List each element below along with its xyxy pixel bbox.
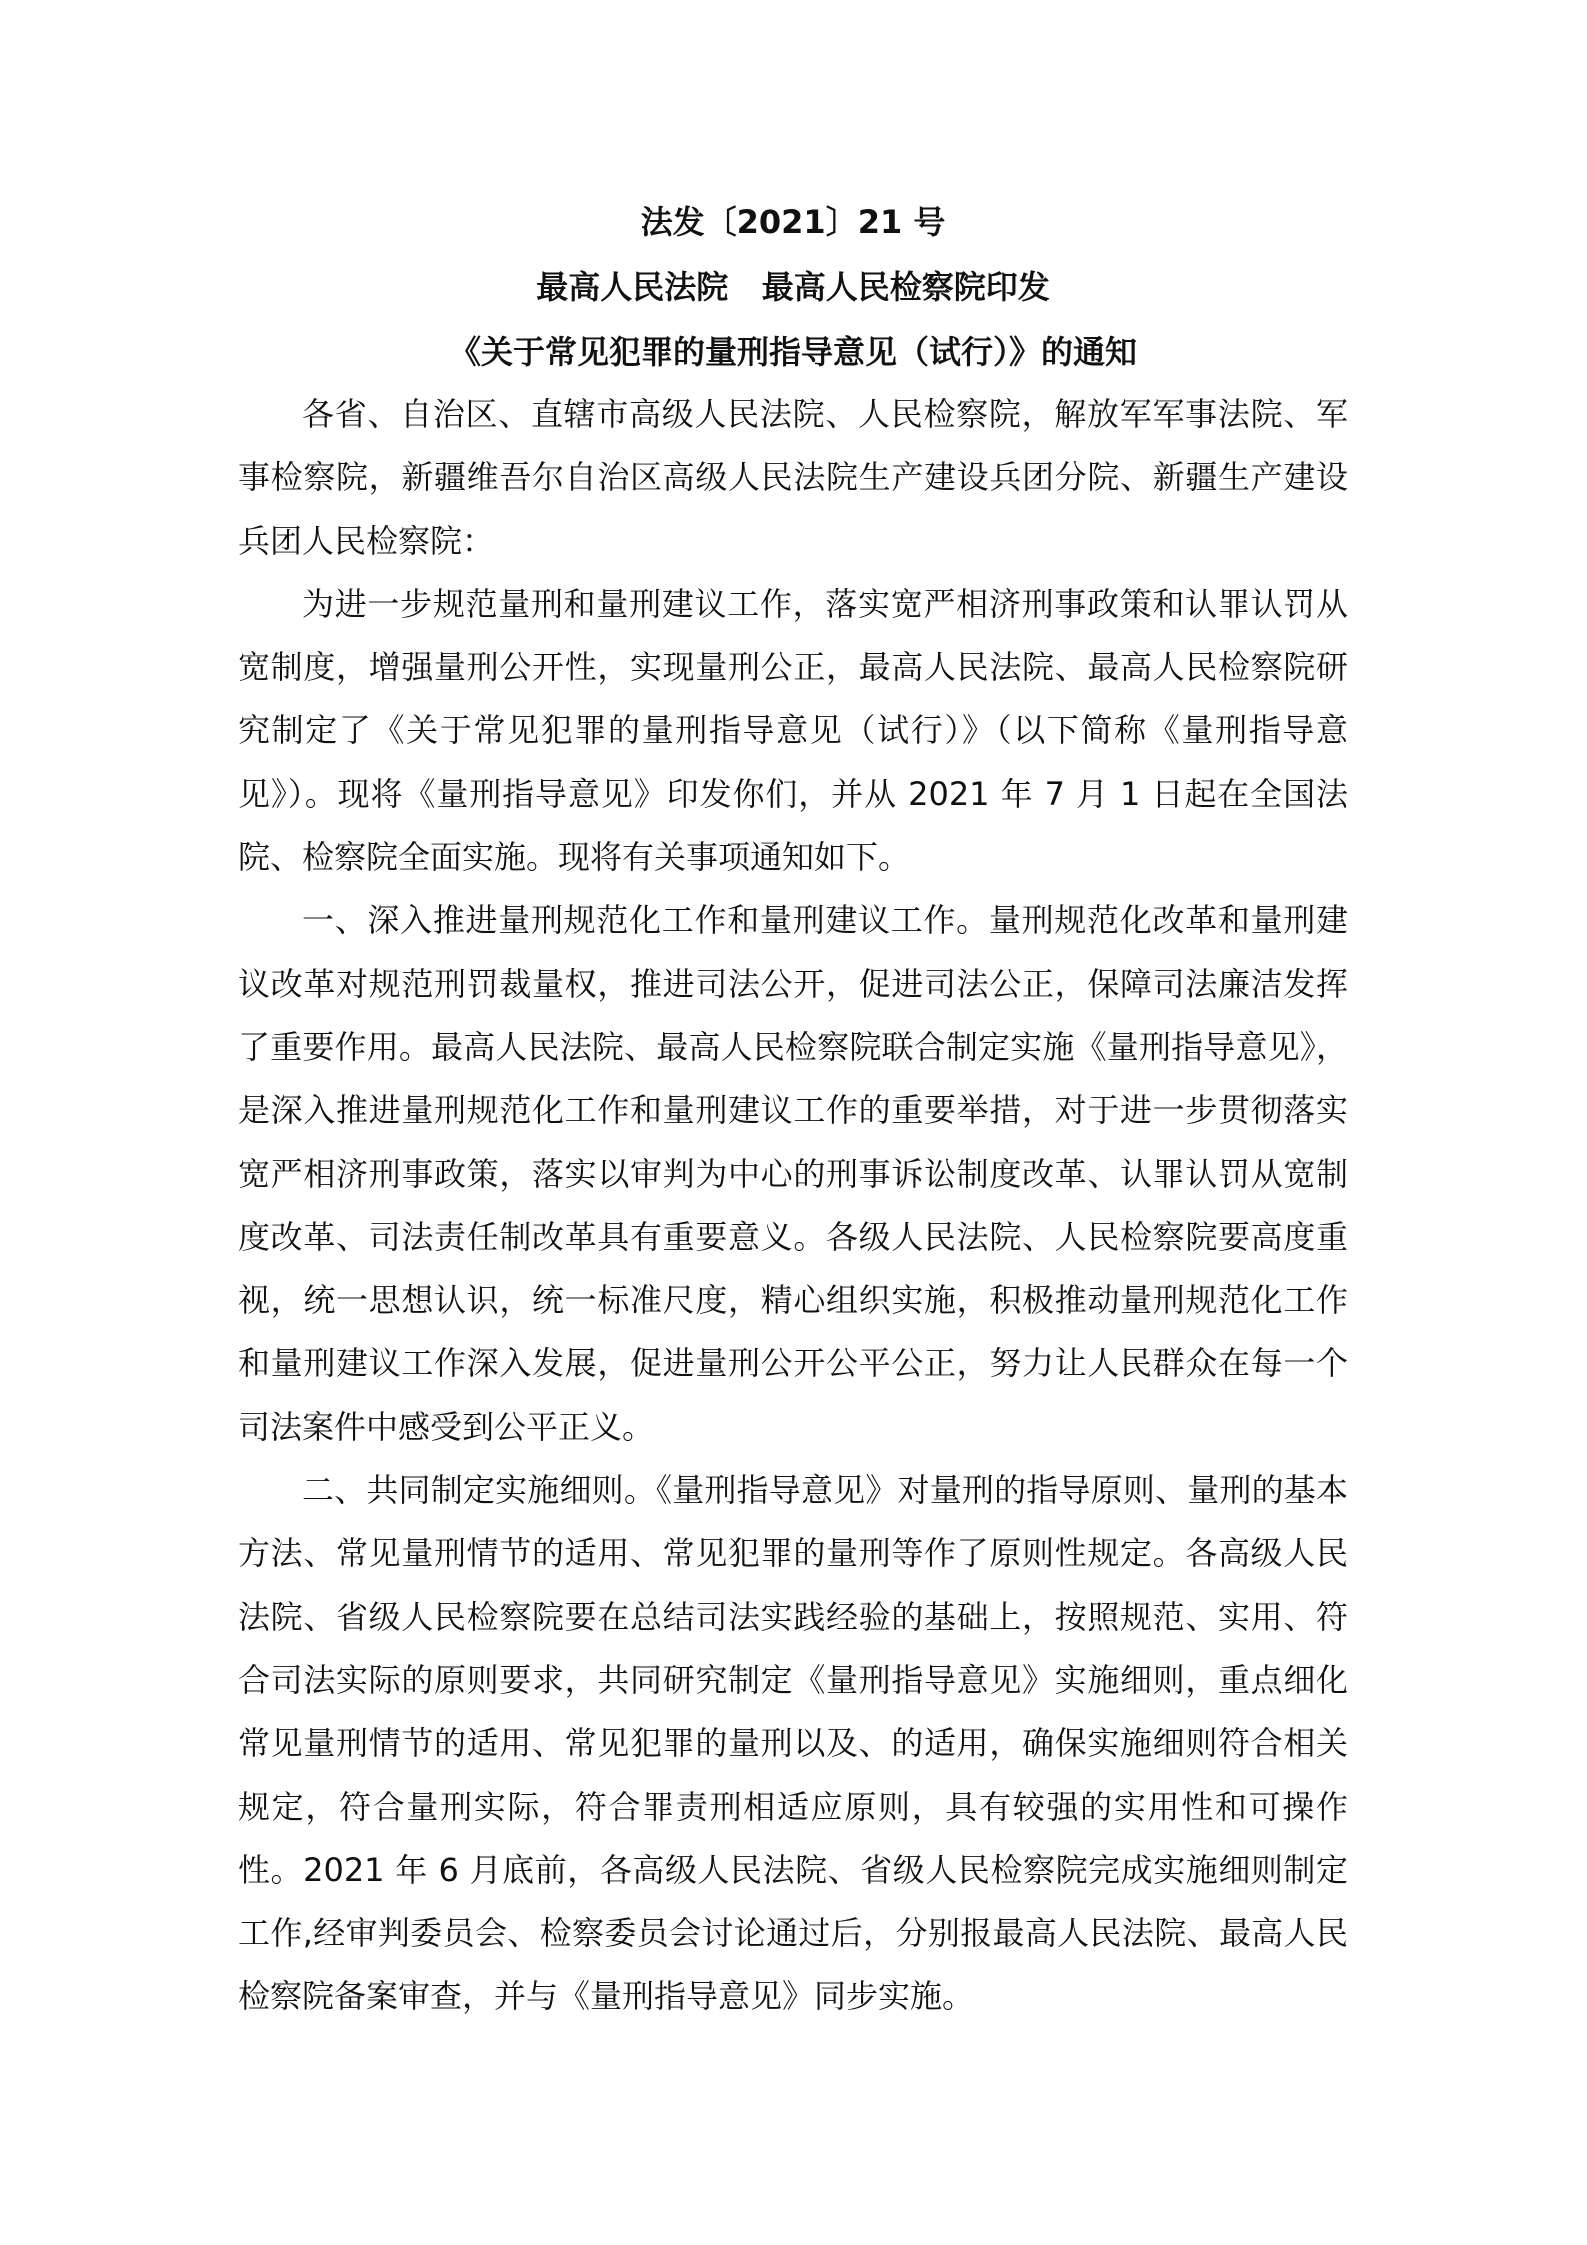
document-title-line-1: 最高人民法院 最高人民检察院印发 [536, 268, 1050, 306]
body-paragraph-intro: 为进一步规范量刑和量刑建议工作，落实宽严相济刑事政策和认罪认罚从宽制度，增强量刑公开性，实现量刑公正，最高人民法院、最高人民检察院研究制定了《关于常见犯罪的量刑指导意见（试行）》（以下简称《量刑指导意见》）。现将《量刑指导意见》印发你们，并从 2021 年 7 月 1 日起在全国法院、检察院全面实施。现将有关事项通知如下。 [238, 584, 1348, 877]
document-number: 法发〔2021〕21 号 [640, 203, 946, 241]
salutation-paragraph: 各省、自治区、直辖市高级人民法院、人民检察院，解放军军事法院、军事检察院，新疆维吾尔自治区高级人民法院生产建设兵团分院、新疆生产建设兵团人民检察院： [238, 395, 1348, 560]
body-paragraph-section-2: 二、共同制定实施细则。《量刑指导意见》对量刑的指导原则、量刑的基本方法、常见量刑情节的适用、常见犯罪的量刑等作了原则性规定。各高级人民法院、省级人民检察院要在总结司法实践经验的基础上，按照规范、实用、符合司法实际的原则要求，共同研究制定《量刑指导意见》实施细则，重点细化常见量刑情节的适用、常见犯罪的量刑以及、的适用，确保实施细则符合相关规定，符合量刑实际，符合罪责刑相适应原则，具有较强的实用性和可操作性。2021 年 6 月底前，各高级人民法院、省级人民检察院完成实施细则制定工作,经审判委员会、检察委员会讨论通过后，分别报最高人民法院、最高人民检察院备案审查，并与《量刑指导意见》同步实施。 [238, 1471, 1348, 2016]
body-paragraph-section-1: 一、深入推进量刑规范化工作和量刑建议工作。量刑规范化改革和量刑建议改革对规范刑罚裁量权，推进司法公开，促进司法公正，保障司法廉洁发挥了重要作用。最高人民法院、最高人民检察院联合制定实施《量刑指导意见》，是深入推进量刑规范化工作和量刑建议工作的重要举措，对于进一步贯彻落实宽严相济刑事政策，落实以审判为中心的刑事诉讼制度改革、认罪认罚从宽制度改革、司法责任制改革具有重要意义。各级人民法院、人民检察院要高度重视，统一思想认识，统一标准尺度，精心组织实施，积极推动量刑规范化工作和量刑建议工作深入发展，促进量刑公开公平公正，努力让人民群众在每一个司法案件中感受到公平正义。 [238, 901, 1348, 1446]
document-body [238, 383, 1348, 2029]
document-title-line-2: 《关于常见犯罪的量刑指导意见（试行）》的通知 [448, 333, 1137, 371]
